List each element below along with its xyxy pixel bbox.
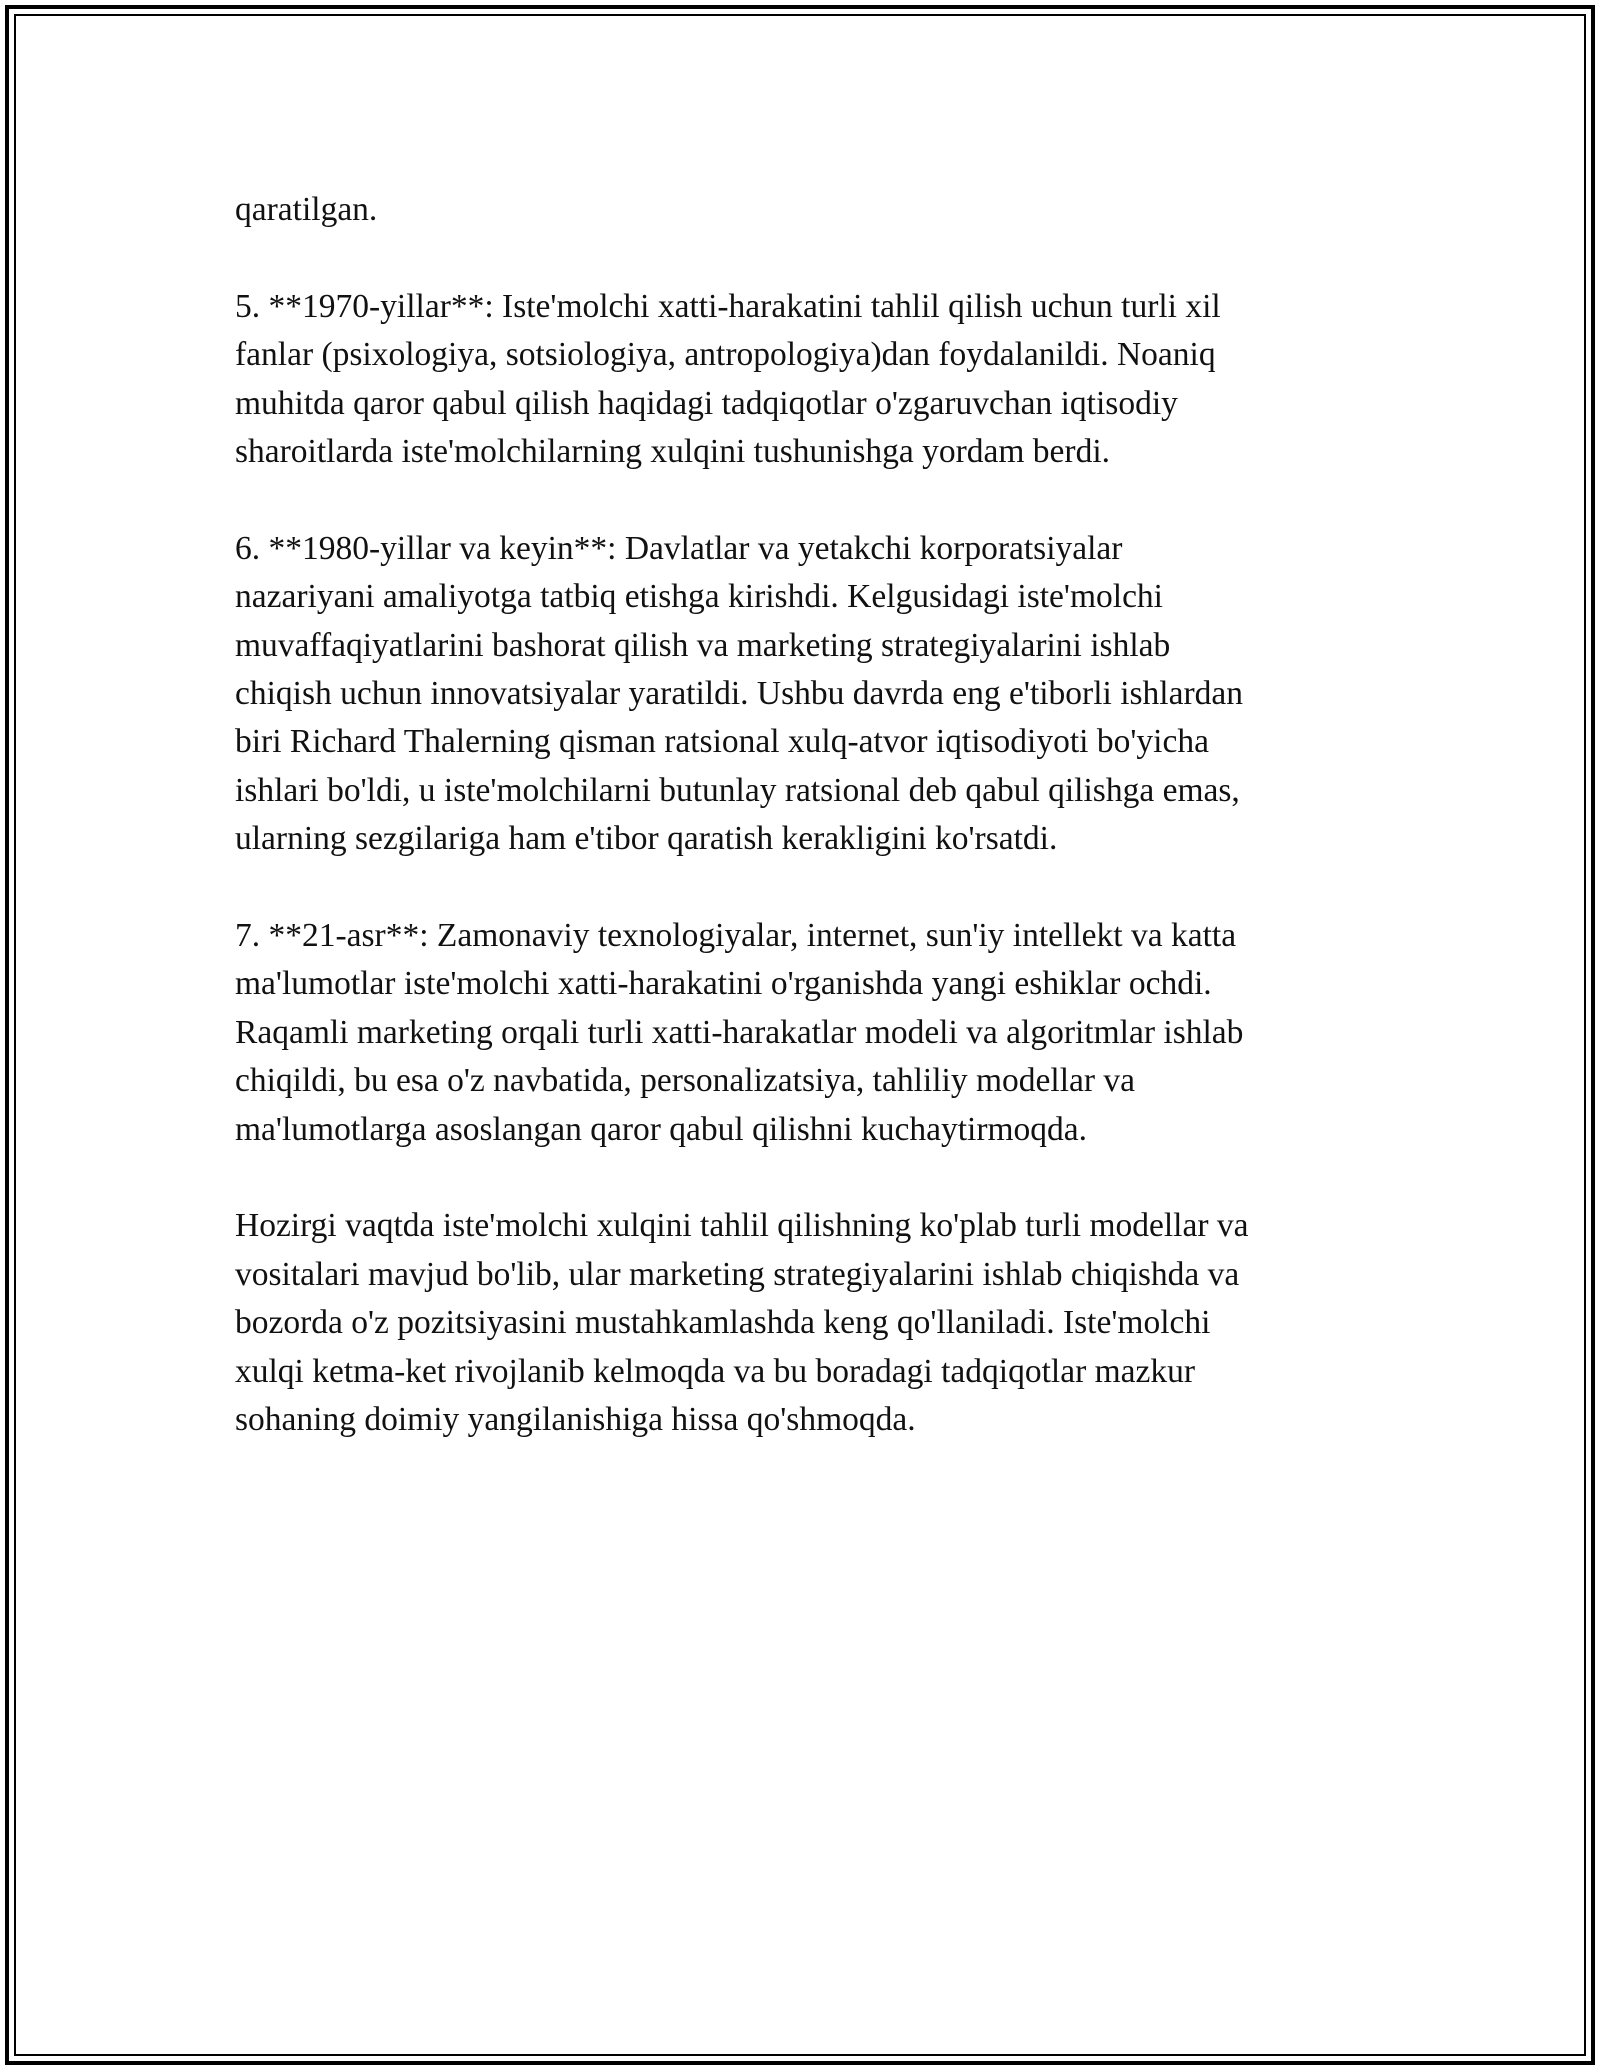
paragraph-conclusion: Hozirgi vaqtda iste'molchi xulqini tahlil qilishning ko'plab turli modellar va vositalari mavjud bo'lib, ular marketing strategiyalarini ishlab chiqishda va bozorda o'z pozitsiyasini mustahkamlashda keng qo'llaniladi. Iste'molchi xulqi ketma-ket rivojlanib kelmoqda va bu boradagi tadqiqotlar mazkur sohaning doimiy yangilanishiga hissa qo'shmoqda. [235,1207,1249,1439]
paragraph-gap [235,1154,1365,1202]
paragraph-gap [235,864,1365,912]
paragraph-gap [235,476,1365,524]
list-item-21st-century: 7. **21-asr**: Zamonaviy texnologiyalar, internet, sun'iy intellekt va katta ma'lumotlar iste'molchi xatti-harakatini o'rganishda yangi eshiklar ochdi. Raqamli marketing orqali turli xatti-harakatlar modeli va algoritmlar ishlab chiqildi, bu esa o'z navbatida, personalizatsiya, tahliliy modellar va ma'lumotlarga asoslangan qaror qabul qilishni kuchaytirmoqda. [235,917,1244,1148]
list-item-1970s: 5. **1970-yillar**: Iste'molchi xatti-harakatini tahlil qilish uchun turli xil fanlar (psixologiya, sotsiologiya, antropologiya)dan foydalanildi. Noaniq muhitda qaror qabul qilish haqidagi tadqiqotlar o'zgaruvchan iqtisodiy sharoitlarda iste'molchilarning xulqini tushunishga yordam berdi. [235,287,1221,471]
list-item-1980s: 6. **1980-yillar va keyin**: Davlatlar va yetakchi korporatsiyalar nazariyani amaliyotga tatbiq etishga kirishdi. Kelgusidagi iste'molchi muvaffaqiyatlarini bashorat qilish va marketing strategiyalarini ishlab chiqish uchun innovatsiyalar yaratildi. Ushbu davrda eng e'tiborli ishlardan biri Richard Thalerning qisman ratsional xulq-atvor iqtisodiyoti bo'yicha ishlari bo'ldi, u iste'molchilarni butunlay ratsional deb qabul qilishga emas, ularning sezgilariga ham e'tibor qaratish kerakligini ko'rsatdi. [235,529,1243,858]
paragraph-continuation: qaratilgan. [235,191,378,228]
document-body [235,186,1365,1445]
paragraph-gap [235,234,1365,282]
